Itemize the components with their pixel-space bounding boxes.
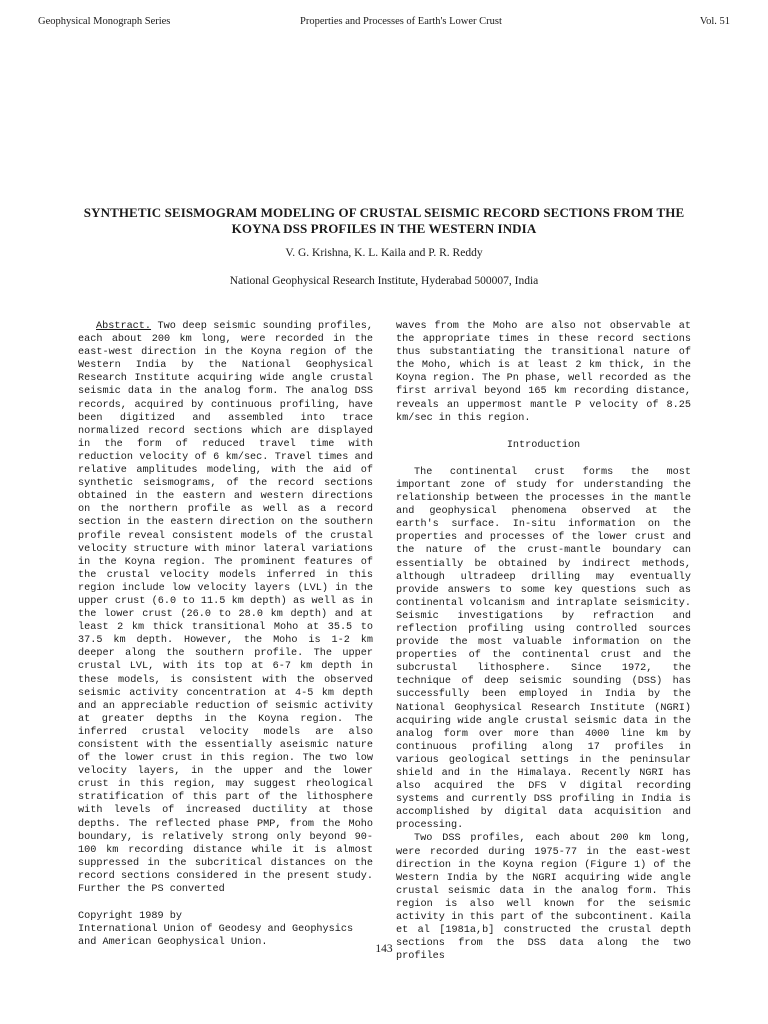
title-block: [60, 205, 708, 288]
authors: V. G. Krishna, K. L. Kaila and P. R. Reddy: [285, 247, 483, 259]
introduction-heading: Introduction: [506, 439, 581, 451]
journal-title: Properties and Processes of Earth's Lower Crust: [300, 16, 502, 27]
introduction-paragraph-1: The continental crust forms the most important zone of study for understanding the relationship between the processes in the mantle and geophysical phenomena observed at the earth's surface. In-situ information on the properties and processes of the lower crust and the nature of the crust-mantle boundary can essentially be obtained by indirect methods, although ultradeep drilling may eventually provide answers to some key questions such as continental volcanism and intraplate seismicity. Seismic investigations by refraction and reflection profiling using controlled sources provide the most valuable information on the properties of the continental crust and the subcrustal lithosphere. Since 1972, the technique of deep seismic sounding (DSS) has successfully been employed in India by the National Geophysical Research Institute (NGRI) acquiring wide angle crustal seismic data in the analog form over more than 4000 line km by continuous profiling along 17 profiles in various geological settings in the peninsular shield and in the Himalaya. Recently NGRI has also acquired the DFS V digital recording systems and currently DSS profiling in India is accomplished by digital data acquisition and processing.: [396, 466, 691, 832]
introduction-paragraph-2: Two DSS profiles, each about 200 km long, were recorded during 1975-77 in the east-west direction in the Koyna region (Figure 1) of the Western India by the NGRI acquiring wide angle crustal seismic data in the analog form. This region is also well known for the seismic activity in this part of the subcontinent. Kaila et al [1981a,b] constructed the crustal depth sections from the DSS data along the two profiles: [396, 833, 691, 963]
abstract: [78, 320, 373, 896]
right-column: [396, 320, 691, 963]
series-name: Geophysical Monograph Series: [38, 16, 171, 27]
copyright-line-2: International Union of Geodesy and Geophysics: [78, 924, 354, 936]
affiliation: National Geophysical Research Institute, Hyderabad 500007, India: [229, 275, 539, 287]
abstract-label: Abstract.: [96, 321, 152, 332]
volume-number: Vol. 51: [699, 16, 730, 27]
article-title: SYNTHETIC SEISMOGRAM MODELING OF CRUSTAL SEISMIC RECORD SECTIONS FROM THE KOYNA DSS PROFILES IN THE WESTERN INDIA: [83, 205, 685, 236]
abstract-continuation: waves from the Moho are also not observable at the appropriate times in these record sections thus substantiating the transitional nature of the Moho, which is at least 2 km thick, in the Koyna region. The Pn phase, well recorded as the first arrival beyond 165 km recording distance, reveals an uppermost mantle P velocity of 8.25 km/sec in this region.: [396, 321, 691, 424]
running-header: [38, 16, 730, 32]
left-column: [78, 320, 373, 949]
copyright-line-3: and American Geophysical Union.: [78, 937, 268, 949]
abstract-text: Two deep seismic sounding profiles, each about 200 km long, were recorded in the east-west direction in the Koyna region of the Western India by the National Geophysical Research Institute acquiring wide angle crustal seismic data in the analog form. The analog DSS records, acquired by continuous profiling, have been digitized and assembled into trace normalized record sections which are displayed in the form of reduced travel time with reduction velocity of 6 km/sec. Travel times and relative amplitudes modeling, with the aid of synthetic seismograms, of the record sections obtained in the eastern and western directions on the northern profile as well as a record section in the eastern direction on the southern profile reveal consistent models of the crustal velocity structure with minor lateral variations in the Koyna region. The prominent features of the crustal velocity models inferred in this region include low velocity layers (LVL) in the upper crust (6.0 to 11.5 km depth) as well as in the lower crust (26.0 to 28.0 km depth) and at least 2 km thick transitional Moho at 35.5 to 37.5 km depth. However, the Moho is 1-2 km deeper along the southern profile. The upper crustal LVL, with its top at 6-7 km depth in these models, is consistent with the observed seismic activity concentration at 4-5 km depth and an appreciable reduction of seismic activity at greater depths in the Koyna region. The inferred crustal velocity models are also consistent with the essentially aseismic nature of the lower crust in this region. The two low velocity layers, in the upper and the lower crust in this region, may suggest rheological stratification of this part of the lithosphere with levels of increased ductility at those depths. The reflected phase PMP, from the Moho boundary, is relatively strong only beyond 90-100 km recording distance while it is almost suppressed in the subcritical distances on the record sections considered in the present study. Further the PS converted: [78, 321, 373, 896]
copyright-line-1: Copyright 1989 by: [78, 911, 182, 923]
page-number: 143: [375, 943, 393, 955]
